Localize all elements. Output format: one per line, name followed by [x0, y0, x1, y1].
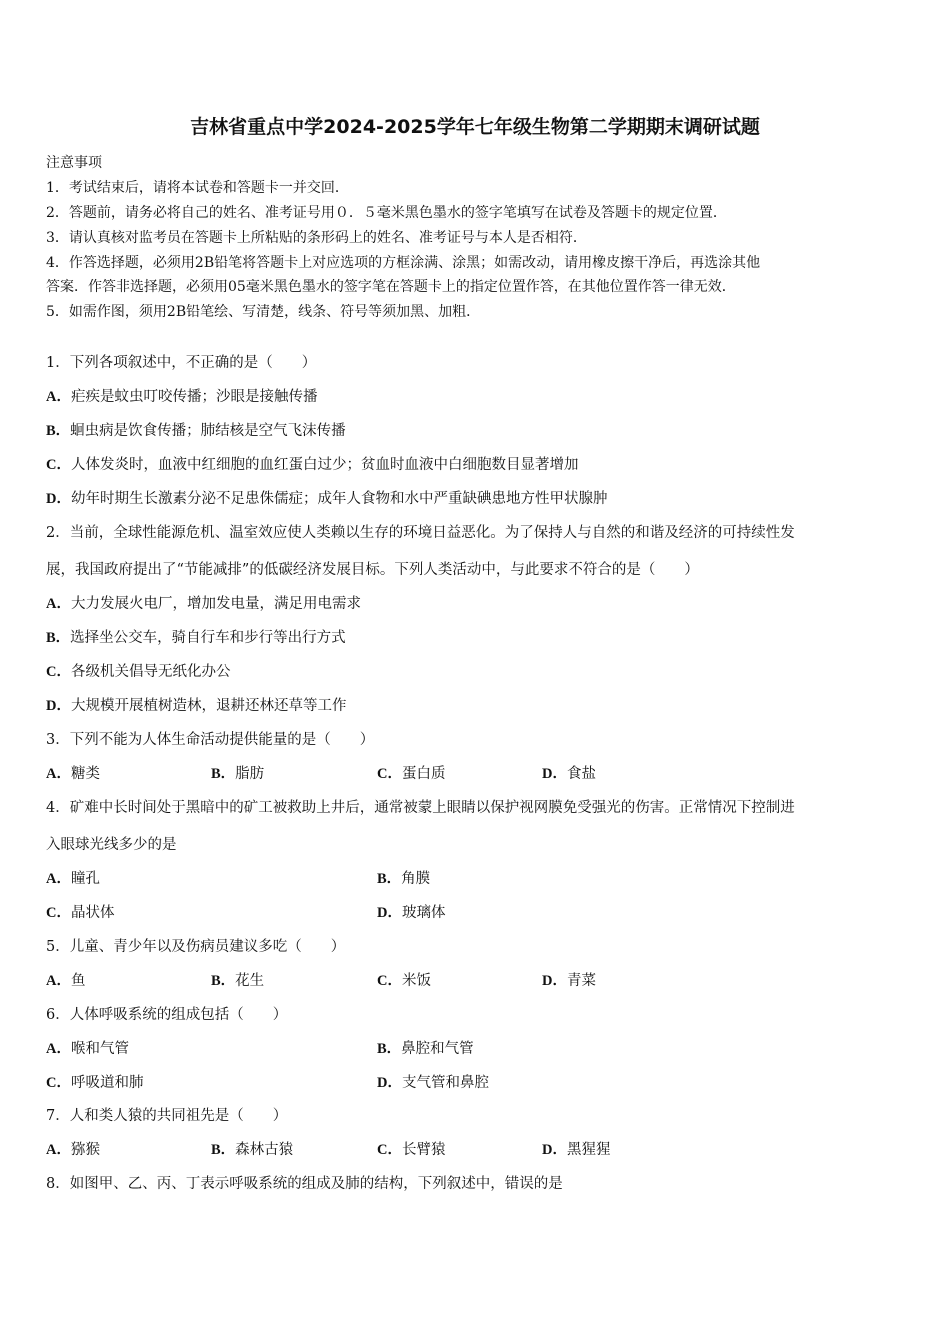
option-text: 支气管和鼻腔 [401, 1075, 489, 1091]
option-c [46, 1071, 143, 1092]
option-letter: A． [46, 973, 71, 989]
notes-item: 4．作答选择题，必须用2B铅笔将答题卡上对应选项的方框涂满、涂黑；如需改动，请用橡皮擦干净后，再选涂其他 [46, 255, 761, 271]
option-text: 鱼 [70, 973, 86, 989]
notes-item: 答案．作答非选择题，必须用05毫米黑色墨水的签字笔在答题卡上的指定位置作答，在其他位置作答一律无效． [46, 279, 736, 295]
option-text: 食盐 [566, 766, 596, 782]
option-text: 森林古猿 [235, 1142, 294, 1158]
option-text: 蛋白质 [401, 766, 446, 782]
option-text: 疟疾是蚊虫叮咬传播；沙眼是接触传播 [70, 389, 318, 405]
option-text: 黑猩猩 [566, 1142, 611, 1158]
option-a [46, 1037, 129, 1058]
option-text: 糖类 [70, 766, 100, 782]
option-text: 蛔虫病是饮食传播；肺结核是空气飞沫传播 [70, 423, 346, 439]
option-letter: B． [377, 871, 402, 887]
question-stem: 3．下列不能为人体生命活动提供能量的是（ ） [46, 732, 375, 748]
option-c [46, 901, 114, 922]
question-stem: 6．人体呼吸系统的组成包括（ ） [46, 1007, 288, 1023]
option-letter: A． [46, 871, 71, 887]
option-b [46, 626, 346, 647]
question-stem: 8．如图甲、乙、丙、丁表示呼吸系统的组成及肺的结构，下列叙述中，错误的是 [46, 1176, 563, 1192]
option-a [46, 867, 100, 888]
question-stem: 1．下列各项叙述中，不正确的是（ ） [46, 355, 317, 371]
option-text: 米饭 [401, 973, 431, 989]
option-letter: D． [542, 973, 567, 989]
option-text: 鼻腔和气管 [401, 1041, 474, 1057]
option-a [46, 762, 100, 783]
option-b [377, 867, 430, 888]
option-c [377, 1138, 445, 1159]
option-letter: D． [46, 491, 71, 507]
option-b [211, 762, 264, 783]
option-letter: C． [46, 905, 71, 921]
option-letter: B． [211, 973, 236, 989]
option-d [542, 762, 596, 783]
option-letter: B． [46, 423, 71, 439]
option-letter: D． [542, 1142, 567, 1158]
option-letter: D． [377, 1075, 402, 1091]
option-letter: A． [46, 1142, 71, 1158]
option-a [46, 969, 85, 990]
option-text: 各级机关倡导无纸化办公 [70, 664, 231, 680]
option-a [46, 385, 317, 406]
option-text: 脂肪 [235, 766, 265, 782]
option-text: 大力发展火电厂，增加发电量，满足用电需求 [70, 596, 361, 612]
question-stem: 7．人和类人猿的共同祖先是（ ） [46, 1108, 288, 1124]
option-text: 玻璃体 [401, 905, 446, 921]
option-c [46, 453, 578, 474]
notes-item: 5．如需作图，须用2B铅笔绘、写清楚，线条、符号等须加黑、加粗． [46, 304, 481, 320]
option-text: 瞳孔 [70, 871, 100, 887]
option-text: 花生 [235, 973, 265, 989]
option-text: 角膜 [401, 871, 431, 887]
option-a [46, 592, 361, 613]
option-c [377, 762, 445, 783]
option-text: 幼年时期生长激素分泌不足患侏儒症；成年人食物和水中严重缺碘患地方性甲状腺肿 [70, 491, 608, 507]
option-b [46, 419, 346, 440]
option-text: 选择坐公交车，骑自行车和步行等出行方式 [70, 630, 346, 646]
question-stem: 展，我国政府提出了“节能减排”的低碳经济发展目标。下列人类活动中，与此要求不符合的是（ ） [46, 562, 699, 578]
option-text: 呼吸道和肺 [70, 1075, 144, 1091]
option-letter: C． [46, 1075, 71, 1091]
option-letter: D． [377, 905, 402, 921]
option-letter: C． [377, 1142, 402, 1158]
option-b [377, 1037, 474, 1058]
option-letter: C． [377, 973, 402, 989]
notes-item: 1．考试结束后，请将本试卷和答题卡一并交回． [46, 180, 349, 196]
option-d [46, 694, 346, 715]
option-letter: B． [46, 630, 71, 646]
option-text: 大规模开展植树造林，退耕还林还草等工作 [70, 698, 347, 714]
option-text: 喉和气管 [70, 1041, 129, 1057]
option-text: 猕猴 [70, 1142, 100, 1158]
option-text: 长臂猿 [401, 1142, 446, 1158]
question-stem: 入眼球光线多少的是 [46, 837, 177, 853]
option-d [377, 901, 445, 922]
option-letter: A． [46, 766, 71, 782]
option-d [542, 1138, 610, 1159]
option-d [46, 487, 607, 508]
notes-heading: 注意事项 [46, 155, 102, 171]
option-b [211, 969, 264, 990]
notes-item: 2．答题前，请务必将自己的姓名、准考证号用０．５毫米黑色墨水的签字笔填写在试卷及答题卡的规定位置． [46, 205, 727, 221]
option-letter: D． [542, 766, 567, 782]
option-b [211, 1138, 293, 1159]
option-letter: B． [211, 766, 236, 782]
option-letter: A． [46, 389, 71, 405]
question-stem: 2．当前，全球性能源危机、温室效应使人类赖以生存的环境日益恶化。为了保持人与自然的和谐及经济的可持续性发 [46, 525, 795, 541]
option-text: 人体发炎时，血液中红细胞的血红蛋白过少；贫血时血液中白细胞数目显著增加 [70, 457, 579, 473]
option-letter: B． [211, 1142, 236, 1158]
option-letter: C． [46, 664, 71, 680]
option-letter: C． [46, 457, 71, 473]
option-letter: A． [46, 1041, 71, 1057]
option-letter: B． [377, 1041, 402, 1057]
option-a [46, 1138, 100, 1159]
option-text: 晶状体 [70, 905, 115, 921]
option-c [46, 660, 230, 681]
question-stem: 4．矿难中长时间处于黑暗中的矿工被救助上井后，通常被蒙上眼睛以保护视网膜免受强光的伤害。正常情况下控制进 [46, 800, 795, 816]
option-c [377, 969, 431, 990]
option-d [542, 969, 596, 990]
page-title: 吉林省重点中学2024-2025学年七年级生物第二学期期末调研试题 [190, 116, 760, 138]
option-letter: D． [46, 698, 71, 714]
option-letter: A． [46, 596, 71, 612]
option-d [377, 1071, 489, 1092]
question-stem: 5．儿童、青少年以及伤病员建议多吃（ ） [46, 939, 346, 955]
option-letter: C． [377, 766, 402, 782]
option-text: 青菜 [566, 973, 596, 989]
notes-item: 3．请认真核对监考员在答题卡上所粘贴的条形码上的姓名、准考证号与本人是否相符． [46, 230, 587, 246]
